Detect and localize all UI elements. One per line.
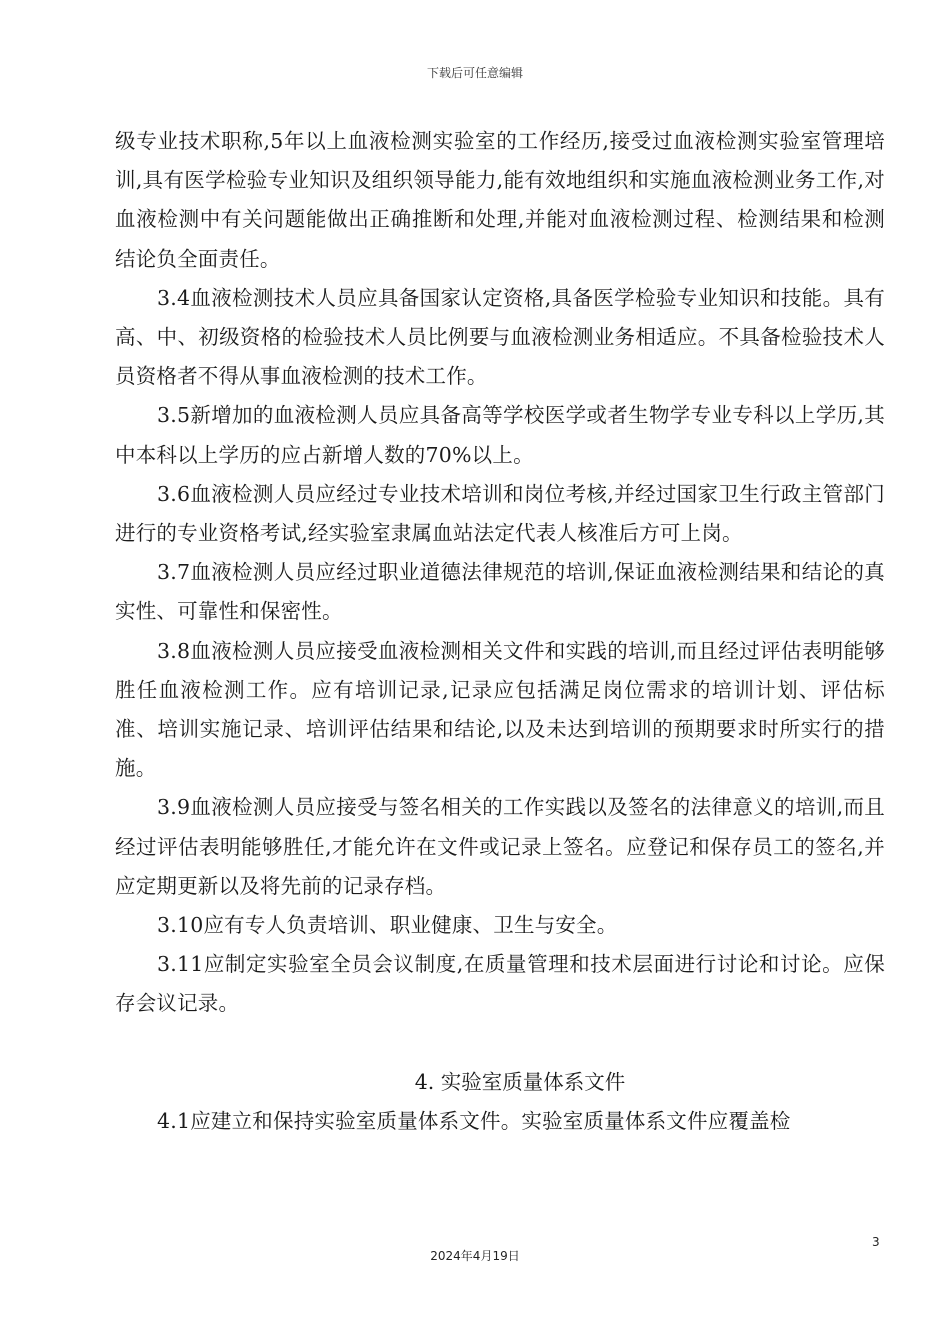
section-title-4: 4. 实验室质量体系文件 — [414, 1069, 626, 1094]
page-number: 3 — [872, 1235, 880, 1249]
page-header-note: 下载后可任意编辑 — [426, 66, 523, 80]
paragraph-continued: 级专业技术职称,5年以上血液检测实验室的工作经历,接受过血液检测实验室管理培训,具有医学检验专业知识及组织领导能力,能有效地组织和实施血液检测业务工作,对血液检测中有关问题能做出正确推断和处理,并能对血液检测过程、检测结果和检测结论负全面责任。 — [115, 129, 885, 271]
paragraph-3-9: 3.9血液检测人员应接受与签名相关的工作实践以及签名的法律意义的培训,而且经过评估表明能够胜任,才能允许在文件或记录上签名。应登记和保存员工的签名,并应定期更新以及将先前的记录存档。 — [115, 795, 885, 898]
paragraph-3-5: 3.5新增加的血液检测人员应具备高等学校医学或者生物学专业专科以上学历,其中本科以上学历的应占新增人数的70%以上。 — [115, 403, 885, 467]
document-body — [115, 122, 885, 1141]
paragraph-3-11: 3.11应制定实验室全员会议制度,在质量管理和技术层面进行讨论和讨论。应保存会议记录。 — [115, 952, 885, 1016]
paragraph-3-7: 3.7血液检测人员应经过职业道德法律规范的培训,保证血液检测结果和结论的真实性、可靠性和保密性。 — [115, 560, 885, 624]
footer-date: 2024年4月19日 — [430, 1249, 520, 1263]
paragraph-3-10: 3.10应有专人负责培训、职业健康、卫生与安全。 — [157, 913, 618, 938]
paragraph-3-6: 3.6血液检测人员应经过专业技术培训和岗位考核,并经过国家卫生行政主管部门进行的专业资格考试,经实验室隶属血站法定代表人核准后方可上岗。 — [115, 481, 885, 546]
paragraph-3-8: 3.8血液检测人员应接受血液检测相关文件和实践的培训,而且经过评估表明能够胜任血液检测工作。应有培训记录,记录应包括满足岗位需求的培训计划、评估标准、培训实施记录、培训评估结果和结论,以及未达到培训的预期要求时所实行的措施。 — [115, 638, 885, 781]
paragraph-3-4: 3.4血液检测技术人员应具备国家认定资格,具备医学检验专业知识和技能。具有高、中、初级资格的检验技术人员比例要与血液检测业务相适应。不具备检验技术人员资格者不得从事血液检测的技术工作。 — [115, 285, 885, 389]
paragraph-4-1: 4.1应建立和保持实验室质量体系文件。实验室质量体系文件应覆盖检 — [157, 1108, 791, 1133]
